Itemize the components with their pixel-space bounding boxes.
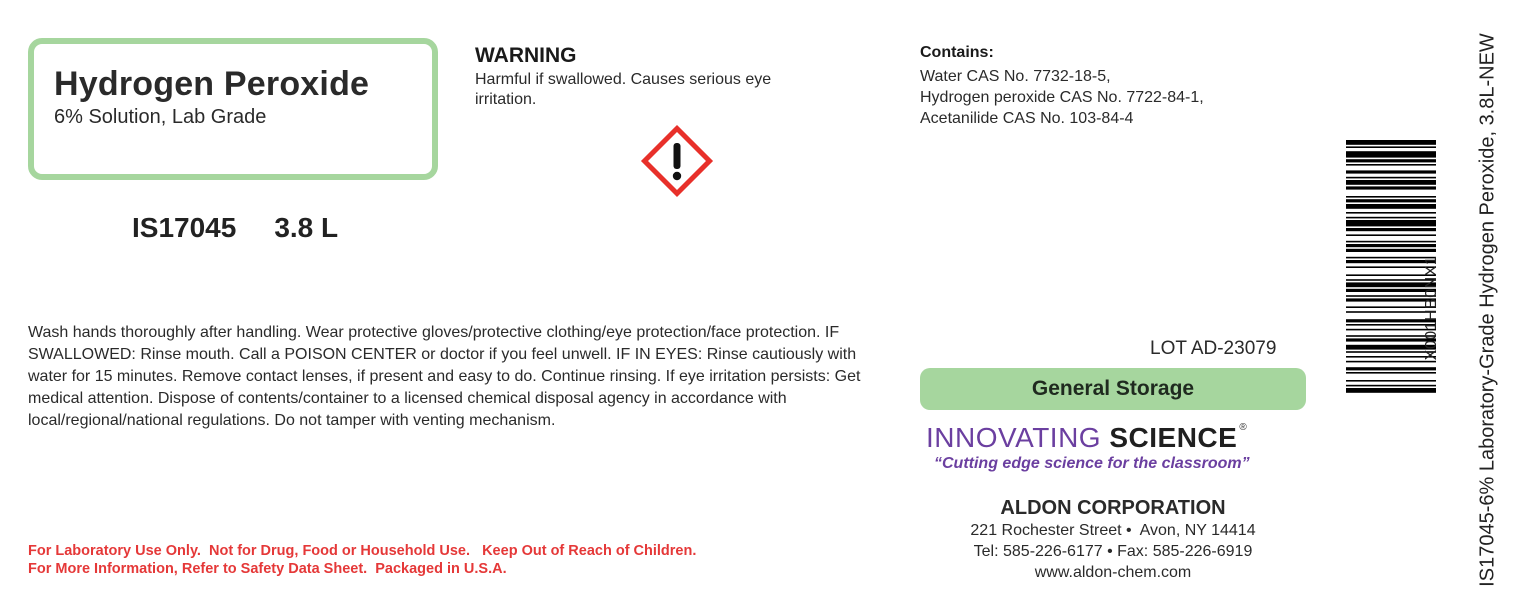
usage-notices xyxy=(28,542,696,578)
catalog-line xyxy=(132,212,338,244)
ingredient-item: Water CAS No. 7732-18-5, xyxy=(920,68,1111,85)
ingredient-item: Acetanilide CAS No. 103-84-4 xyxy=(920,110,1134,127)
ghs-exclamation-mark-icon xyxy=(640,124,714,198)
usage-notice-line: For More Information, Refer to Safety Data Sheet. Packaged in U.S.A. xyxy=(28,561,507,577)
brand-word-science: SCIENCE xyxy=(1109,422,1238,453)
brand-word-innovating: INNOVATING xyxy=(926,422,1102,453)
usage-notice-line: For Laboratory Use Only. Not for Drug, Food or Household Use. Keep Out of Reach of Children. xyxy=(28,543,697,559)
contains-heading: Contains: xyxy=(920,44,994,61)
brand-tagline: “Cutting edge science for the classroom” xyxy=(934,455,1250,472)
ingredient-item: Hydrogen peroxide CAS No. 7722-84-1, xyxy=(920,89,1204,106)
storage-label: General Storage xyxy=(1031,377,1195,400)
brand-logo xyxy=(926,422,1306,454)
company-address: 221 Rochester Street • Avon, NY 14414 xyxy=(970,522,1256,539)
hazard-statement: Harmful if swallowed. Causes serious eye irritation. xyxy=(475,71,772,108)
side-description: IS17045-6% Laboratory-Grade Hydrogen Peroxide, 3.8L-NEW xyxy=(1476,33,1499,587)
volume: 3.8 L xyxy=(274,212,339,243)
barcode-code: X001HB0NX1 xyxy=(1423,255,1440,361)
registered-mark: ® xyxy=(1239,422,1248,433)
company-info xyxy=(920,496,1306,583)
company-phone: Tel: 585-226-6177 • Fax: 585-226-6919 xyxy=(973,543,1253,560)
product-title-box xyxy=(28,38,438,180)
company-name: ALDON CORPORATION xyxy=(1000,497,1226,519)
ingredients-list xyxy=(920,66,1204,129)
warning-signal-word: WARNING xyxy=(475,44,577,67)
precautionary-statements: Wash hands thoroughly after handling. Wear protective gloves/protective clothing/eye protection/face protection. IF SWALLOWED: Rinse mouth. Call a POISON CENTER or doctor if you feel unwell. IF IN EYES: Rinse cautiously with water for 15 minutes. Remove contact lenses, if present and easy to do. Continue rinsing. If eye irritation persists: Get medical attention. Dispose of contents/container to a licensed chemical disposal agency in accordance with local/regional/national regulations. Do not tamper with venting mechanism. xyxy=(28,324,861,429)
storage-badge xyxy=(920,368,1306,410)
product-subtitle: 6% Solution, Lab Grade xyxy=(54,106,267,128)
company-website: www.aldon-chem.com xyxy=(1034,564,1192,581)
product-name: Hydrogen Peroxide xyxy=(54,65,370,103)
catalog-number: IS17045 xyxy=(132,212,237,243)
lot-number: LOT AD-23079 xyxy=(1150,338,1277,359)
